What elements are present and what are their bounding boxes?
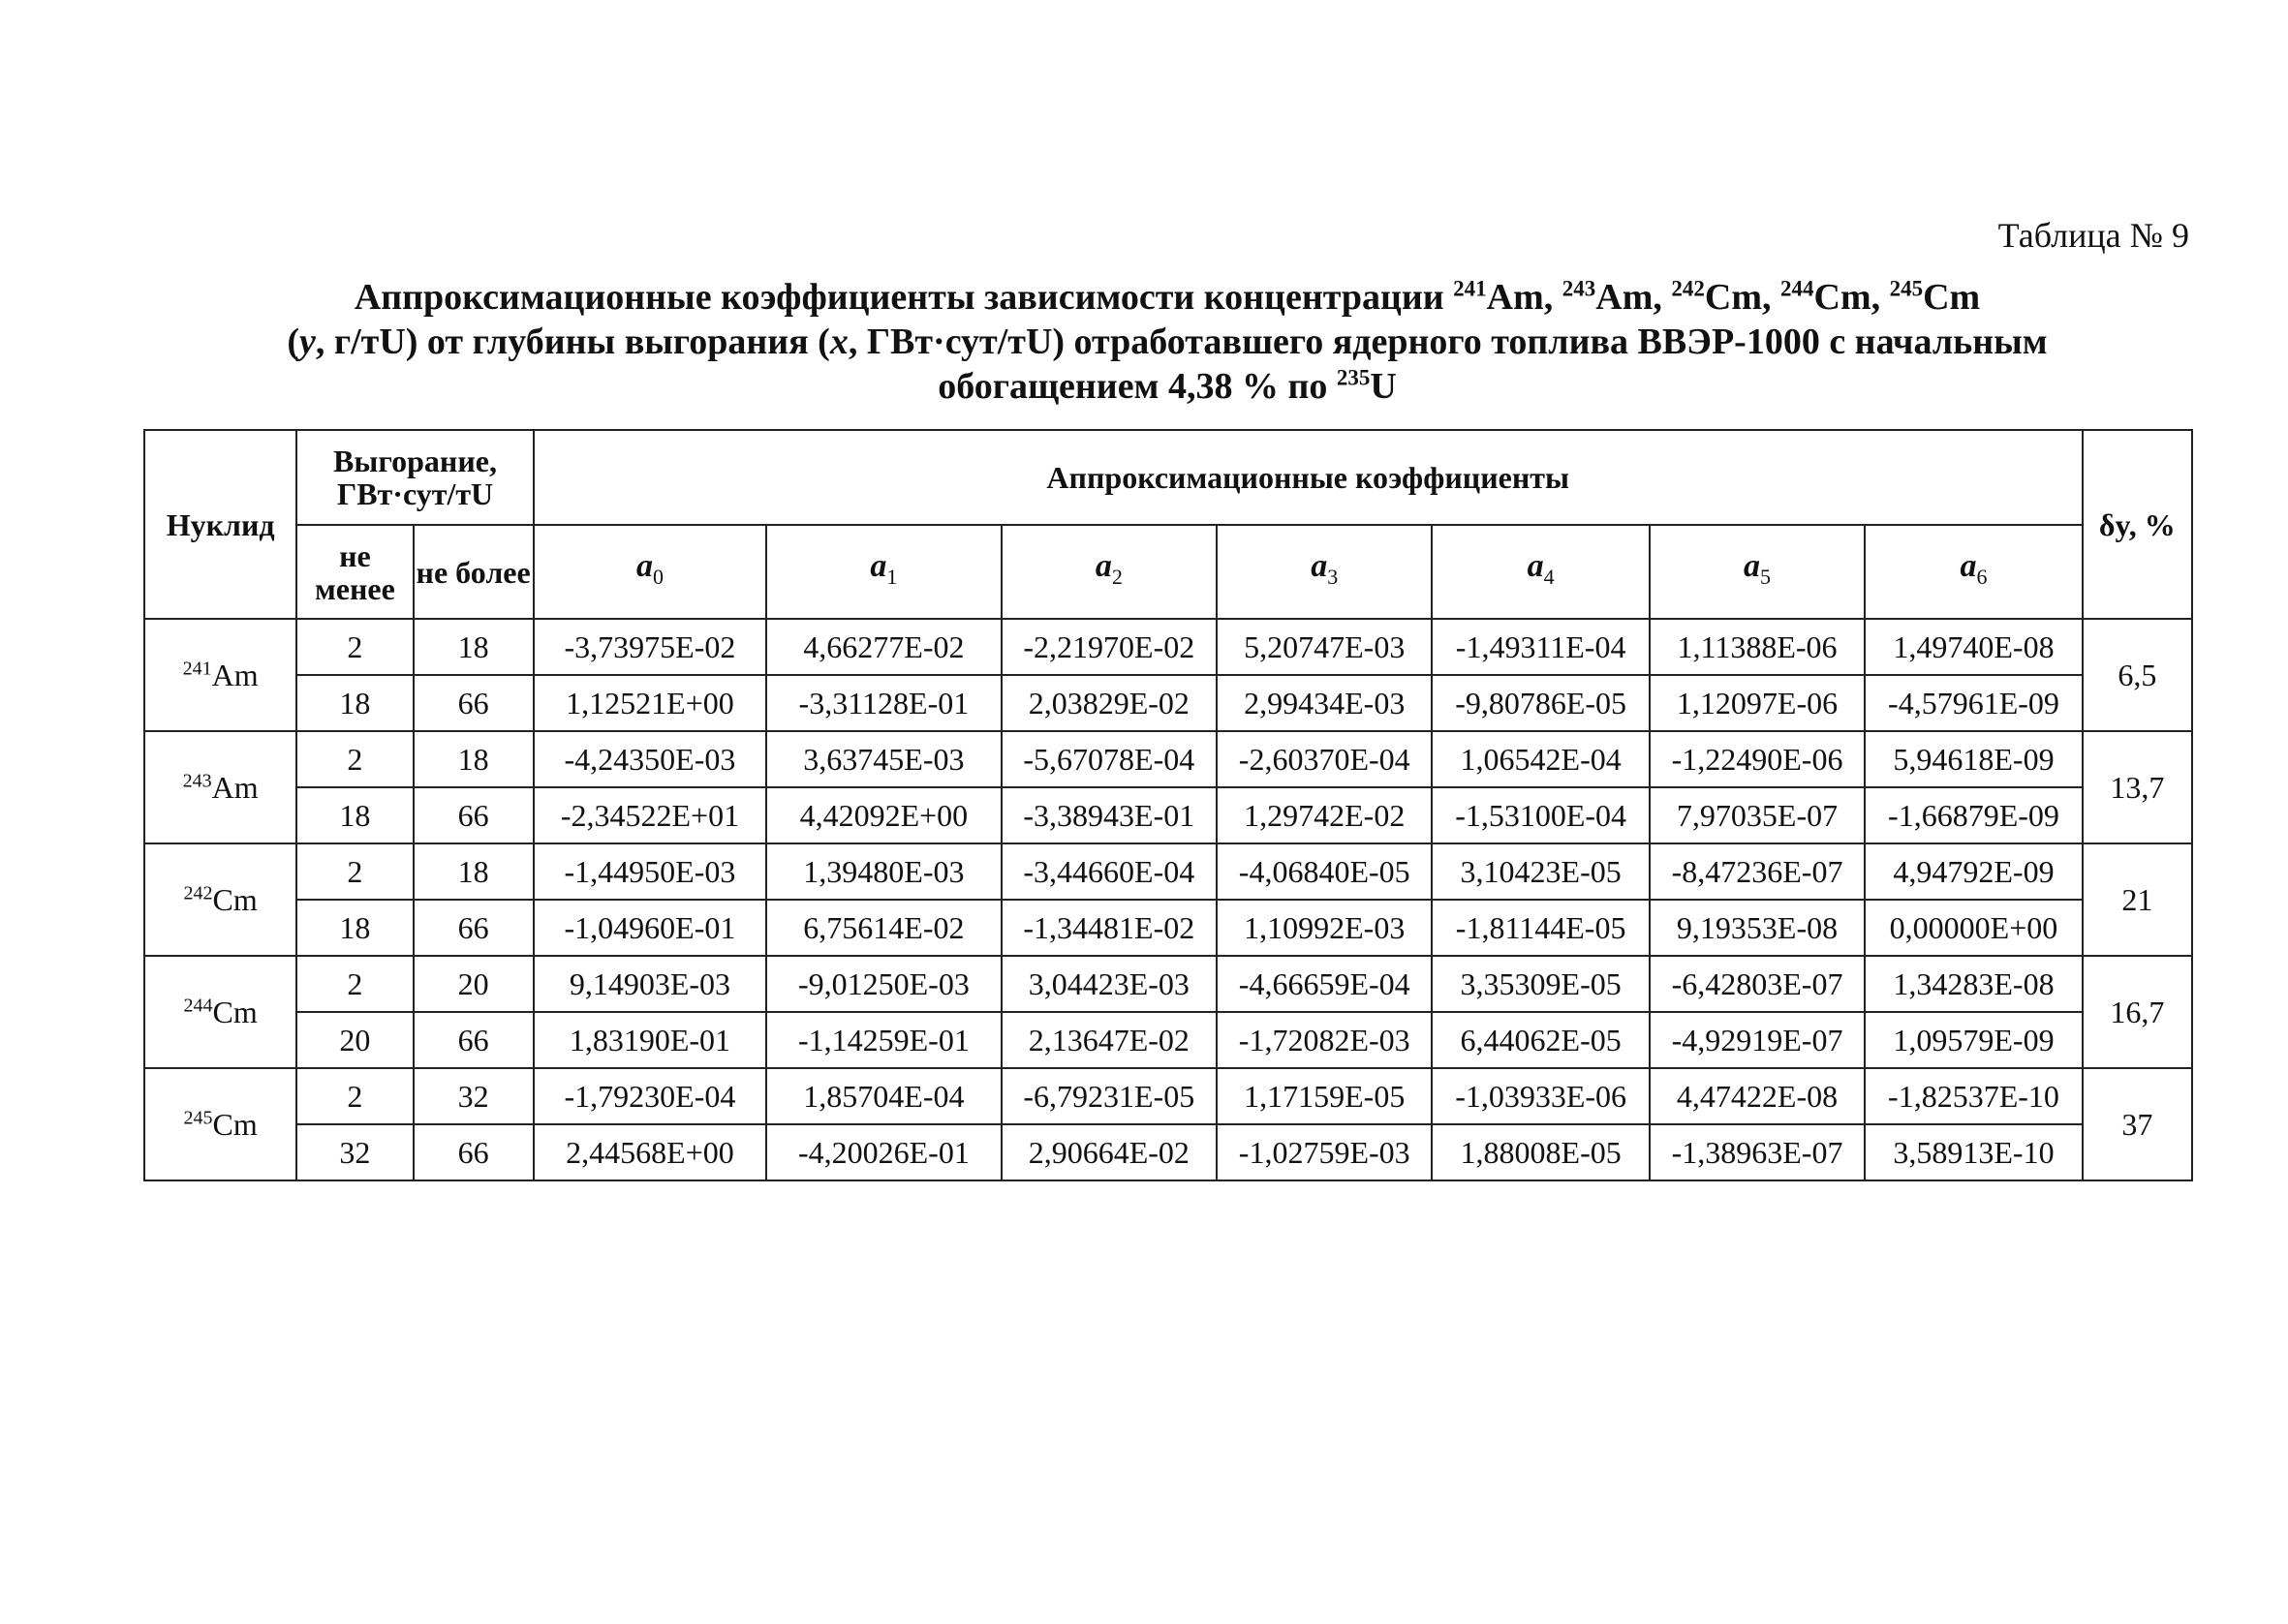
burnup-min-cell: 2 — [296, 843, 413, 900]
coef-a5-cell: 1,12097E-06 — [1650, 675, 1865, 731]
delta-cell: 37 — [2083, 1068, 2192, 1180]
title-line-2: (y, г/тU) от глубины выгорания (x, ГВт·сут/тU) отработавшего ядерного топлива ВВЭР-1000 с начальным — [287, 322, 2048, 362]
coef-a1-cell: 4,42092E+00 — [766, 787, 1001, 843]
table-number-label: Таблица № 9 — [1997, 216, 2189, 255]
coef-a3-cell: 1,17159E-05 — [1217, 1068, 1432, 1124]
header-coefficients: Аппроксимационные коэффициенты — [534, 430, 2083, 525]
coef-a5-cell: 1,11388E-06 — [1650, 619, 1865, 675]
table-row — [144, 843, 2192, 900]
table-title — [145, 275, 2189, 409]
coef-a1-cell: 4,66277E-02 — [766, 619, 1001, 675]
coef-a1-cell: -4,20026E-01 — [766, 1124, 1001, 1180]
coef-a4-cell: 3,35309E-05 — [1432, 956, 1649, 1012]
burnup-min-cell: 32 — [296, 1124, 413, 1180]
coef-a0-cell: -2,34522E+01 — [534, 787, 766, 843]
table-row — [144, 675, 2192, 731]
coef-a3-cell: -4,66659E-04 — [1217, 956, 1432, 1012]
burnup-max-cell: 66 — [414, 675, 534, 731]
coef-a4-cell: 6,44062E-05 — [1432, 1012, 1649, 1068]
burnup-max-cell: 66 — [414, 900, 534, 956]
coef-a2-cell: -3,38943E-01 — [1002, 787, 1217, 843]
burnup-min-cell: 2 — [296, 619, 413, 675]
coef-a6-cell: 3,58913E-10 — [1865, 1124, 2082, 1180]
header-delta: δy, % — [2083, 430, 2192, 619]
coef-a2-cell: 2,03829E-02 — [1002, 675, 1217, 731]
title-line-3: обогащением 4,38 % по $^{235}$U — [938, 365, 1397, 407]
title-line-1: Аппроксимационные коэффициенты зависимости концентрации $^{241}$Am, $^{243}$Am, $^{242}$Cm, $^{244}$Cm, $^{245}$Cm — [354, 276, 1981, 318]
header-coef-a1: $a_1$ — [766, 525, 1001, 619]
coef-a4-cell: -1,03933E-06 — [1432, 1068, 1649, 1124]
nuclide-cell: $^{245}$Cm — [144, 1068, 296, 1180]
coef-a1-cell: 6,75614E-02 — [766, 900, 1001, 956]
burnup-max-cell: 32 — [414, 1068, 534, 1124]
coef-a1-cell: -3,31128E-01 — [766, 675, 1001, 731]
coef-a3-cell: -1,02759E-03 — [1217, 1124, 1432, 1180]
burnup-min-cell: 18 — [296, 675, 413, 731]
coef-a5-cell: 7,97035E-07 — [1650, 787, 1865, 843]
delta-cell: 13,7 — [2083, 731, 2192, 843]
coef-a3-cell: -4,06840E-05 — [1217, 843, 1432, 900]
coef-a0-cell: 2,44568E+00 — [534, 1124, 766, 1180]
coef-a6-cell: 1,34283E-08 — [1865, 956, 2082, 1012]
coef-a4-cell: 1,88008E-05 — [1432, 1124, 1649, 1180]
coef-a2-cell: -1,34481E-02 — [1002, 900, 1217, 956]
coef-a5-cell: -8,47236E-07 — [1650, 843, 1865, 900]
coef-a0-cell: -4,24350E-03 — [534, 731, 766, 787]
table-row — [144, 956, 2192, 1012]
table-row — [144, 787, 2192, 843]
coef-a6-cell: 5,94618E-09 — [1865, 731, 2082, 787]
nuclide-cell: $^{243}$Am — [144, 731, 296, 843]
coef-a0-cell: 1,12521E+00 — [534, 675, 766, 731]
coef-a2-cell: -2,21970E-02 — [1002, 619, 1217, 675]
burnup-max-cell: 18 — [414, 843, 534, 900]
coef-a0-cell: 1,83190E-01 — [534, 1012, 766, 1068]
coef-a5-cell: 4,47422E-08 — [1650, 1068, 1865, 1124]
nuclide-cell: $^{244}$Cm — [144, 956, 296, 1068]
coef-a3-cell: 2,99434E-03 — [1217, 675, 1432, 731]
coef-a3-cell: -1,72082E-03 — [1217, 1012, 1432, 1068]
header-coef-a0: $a_0$ — [534, 525, 766, 619]
nuclide-cell: $^{242}$Cm — [144, 843, 296, 956]
header-max: не более — [414, 525, 534, 619]
delta-cell: 21 — [2083, 843, 2192, 956]
coef-a3-cell: 1,10992E-03 — [1217, 900, 1432, 956]
burnup-min-cell: 2 — [296, 1068, 413, 1124]
coef-a6-cell: 4,94792E-09 — [1865, 843, 2082, 900]
coef-a5-cell: -6,42803E-07 — [1650, 956, 1865, 1012]
table-row — [144, 731, 2192, 787]
delta-cell: 6,5 — [2083, 619, 2192, 731]
coef-a6-cell: -4,57961E-09 — [1865, 675, 2082, 731]
header-burnup: Выгорание, ГВт·сут/тU — [296, 430, 533, 525]
header-coef-a6: $a_6$ — [1865, 525, 2082, 619]
burnup-max-cell: 66 — [414, 1012, 534, 1068]
table-row — [144, 900, 2192, 956]
burnup-max-cell: 18 — [414, 731, 534, 787]
coef-a2-cell: 3,04423E-03 — [1002, 956, 1217, 1012]
coef-a5-cell: -4,92919E-07 — [1650, 1012, 1865, 1068]
header-coef-a4: $a_4$ — [1432, 525, 1649, 619]
coef-a1-cell: -9,01250E-03 — [766, 956, 1001, 1012]
coef-a0-cell: -1,44950E-03 — [534, 843, 766, 900]
coef-a3-cell: 5,20747E-03 — [1217, 619, 1432, 675]
coef-a2-cell: 2,13647E-02 — [1002, 1012, 1217, 1068]
nuclide-cell: $^{241}$Am — [144, 619, 296, 731]
coef-a2-cell: 2,90664E-02 — [1002, 1124, 1217, 1180]
coef-a0-cell: -1,79230E-04 — [534, 1068, 766, 1124]
coef-a1-cell: 3,63745E-03 — [766, 731, 1001, 787]
coefficients-table — [143, 429, 2193, 1181]
coef-a6-cell: 0,00000E+00 — [1865, 900, 2082, 956]
burnup-min-cell: 2 — [296, 731, 413, 787]
header-coef-a2: $a_2$ — [1002, 525, 1217, 619]
burnup-min-cell: 18 — [296, 900, 413, 956]
burnup-max-cell: 18 — [414, 619, 534, 675]
coef-a2-cell: -3,44660E-04 — [1002, 843, 1217, 900]
coef-a5-cell: -1,38963E-07 — [1650, 1124, 1865, 1180]
coef-a6-cell: -1,66879E-09 — [1865, 787, 2082, 843]
coef-a4-cell: -1,53100E-04 — [1432, 787, 1649, 843]
burnup-min-cell: 20 — [296, 1012, 413, 1068]
coef-a6-cell: -1,82537E-10 — [1865, 1068, 2082, 1124]
header-min: не менее — [296, 525, 413, 619]
coef-a1-cell: 1,39480E-03 — [766, 843, 1001, 900]
header-nuclide: Нуклид — [144, 430, 296, 619]
coef-a0-cell: 9,14903E-03 — [534, 956, 766, 1012]
coef-a2-cell: -5,67078E-04 — [1002, 731, 1217, 787]
coef-a1-cell: 1,85704E-04 — [766, 1068, 1001, 1124]
burnup-min-cell: 18 — [296, 787, 413, 843]
burnup-max-cell: 20 — [414, 956, 534, 1012]
coef-a6-cell: 1,49740E-08 — [1865, 619, 2082, 675]
coef-a4-cell: -9,80786E-05 — [1432, 675, 1649, 731]
header-coef-a3: $a_3$ — [1217, 525, 1432, 619]
burnup-max-cell: 66 — [414, 1124, 534, 1180]
coef-a3-cell: 1,29742E-02 — [1217, 787, 1432, 843]
delta-cell: 16,7 — [2083, 956, 2192, 1068]
burnup-max-cell: 66 — [414, 787, 534, 843]
coef-a5-cell: -1,22490E-06 — [1650, 731, 1865, 787]
coef-a4-cell: -1,49311E-04 — [1432, 619, 1649, 675]
coef-a0-cell: -1,04960E-01 — [534, 900, 766, 956]
table-row — [144, 1124, 2192, 1180]
coef-a4-cell: -1,81144E-05 — [1432, 900, 1649, 956]
burnup-min-cell: 2 — [296, 956, 413, 1012]
coef-a3-cell: -2,60370E-04 — [1217, 731, 1432, 787]
coef-a2-cell: -6,79231E-05 — [1002, 1068, 1217, 1124]
coef-a4-cell: 1,06542E-04 — [1432, 731, 1649, 787]
header-coef-a5: $a_5$ — [1650, 525, 1865, 619]
table-row — [144, 1068, 2192, 1124]
table-row — [144, 1012, 2192, 1068]
coef-a4-cell: 3,10423E-05 — [1432, 843, 1649, 900]
table-row — [144, 619, 2192, 675]
coef-a5-cell: 9,19353E-08 — [1650, 900, 1865, 956]
coef-a6-cell: 1,09579E-09 — [1865, 1012, 2082, 1068]
coef-a0-cell: -3,73975E-02 — [534, 619, 766, 675]
coef-a1-cell: -1,14259E-01 — [766, 1012, 1001, 1068]
